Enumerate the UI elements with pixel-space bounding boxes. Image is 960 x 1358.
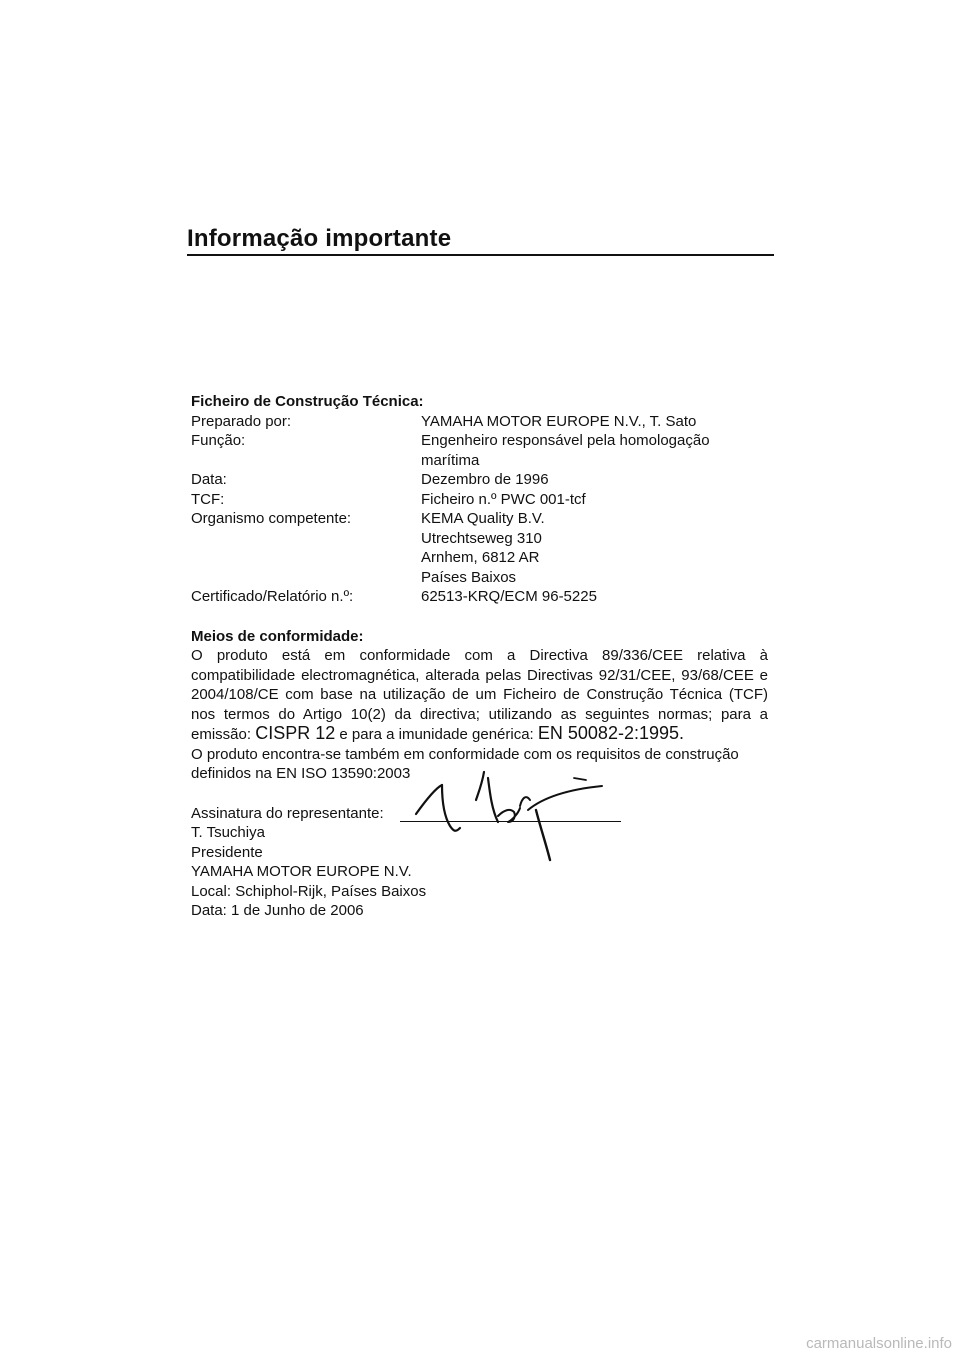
handwritten-signature: [402, 770, 612, 862]
value-line: 62513-KRQ/ECM 96-5225: [421, 588, 597, 605]
field-value: [421, 490, 710, 510]
tcf-heading: Ficheiro de Construção Técnica:: [191, 393, 424, 410]
title-divider: [187, 254, 774, 256]
field-label: Função:: [191, 432, 246, 449]
emission-standard: CISPR 12: [255, 723, 336, 743]
signatory-name: T. Tsuchiya: [191, 824, 265, 841]
conformity-heading: Meios de conformidade:: [191, 627, 364, 645]
immunity-prefix: e para a imunidade genérica:: [335, 726, 538, 743]
iso-sentence: O produto encontra-se também em conformidade com os requisitos de construção definidos na EN ISO 13590:2003: [191, 745, 739, 782]
conformity-paragraph: [191, 646, 768, 745]
footer-watermark: carmanualsonline.info: [806, 1335, 952, 1352]
emission-prefix: para a emissão:: [191, 705, 768, 743]
table-row: [191, 587, 710, 607]
field-value: [421, 431, 710, 470]
value-line: Países Baixos: [421, 568, 517, 586]
immunity-standard: EN 50082-2:1995.: [537, 723, 684, 743]
field-value: [421, 412, 710, 432]
value-line: Engenheiro responsável pela homologação: [421, 432, 710, 449]
signatory-role: Presidente: [191, 843, 263, 861]
value-line: Utrechtseweg 310: [421, 529, 542, 547]
value-line: KEMA Quality B.V.: [421, 510, 545, 527]
place: Local: Schiphol-Rijk, Países Baixos: [191, 882, 427, 900]
page-title: Informação importante: [187, 225, 452, 252]
tcf-details-table: [191, 412, 710, 607]
spacer: [191, 607, 768, 627]
value-line: Dezembro de 1996: [421, 471, 549, 488]
date: Data: 1 de Junho de 2006: [191, 902, 364, 919]
field-label: Certificado/Relatório n.º:: [191, 588, 354, 605]
table-row: [191, 412, 710, 432]
value-line: marítima: [421, 451, 480, 469]
field-label: TCF:: [191, 490, 225, 508]
field-label: Organismo competente:: [191, 510, 352, 527]
signature-label: Assinatura do representante:: [191, 804, 384, 822]
value-line: YAMAHA MOTOR EUROPE N.V., T. Sato: [421, 412, 697, 430]
value-line: Arnhem, 6812 AR: [421, 549, 540, 566]
table-row: [191, 509, 710, 587]
table-row: [191, 490, 710, 510]
conformity-text: O produto está em conformidade com a Directiva 89/336/CEE relativa à compatibilidade electromagnética, alterada pelas Directivas 92/31/CEE, 93/68/CEE e 2004/108/CE com base na utilização de um Ficheiro de Construção Técnica (TCF) nos termos do Artigo 10(2) da directiva; utilizando as seguintes normas;: [191, 647, 768, 723]
field-value: [421, 587, 710, 607]
value-line: Ficheiro n.º PWC 001-tcf: [421, 490, 586, 508]
company-name: YAMAHA MOTOR EUROPE N.V.: [191, 863, 412, 880]
table-row: [191, 470, 710, 490]
field-value: [421, 509, 710, 587]
field-value: [421, 470, 710, 490]
field-label: Data:: [191, 471, 227, 488]
field-label: Preparado por:: [191, 412, 292, 430]
table-row: [191, 431, 710, 470]
